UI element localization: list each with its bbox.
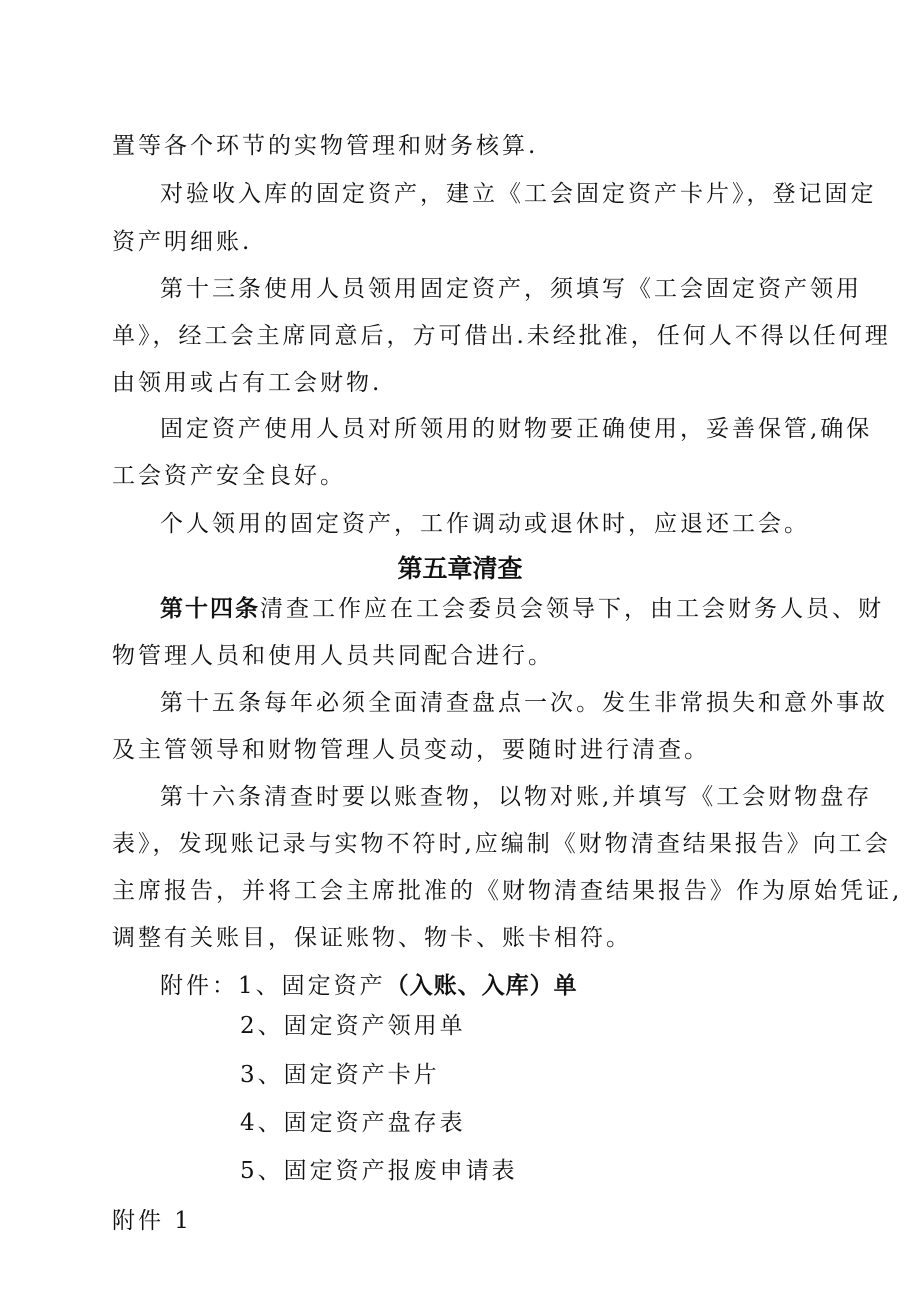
paragraph-line: 调整有关账目，保证账物、物卡、账卡相符。 xyxy=(112,925,632,951)
paragraph-line: 第十五条每年必须全面清查盘点一次。发生非常损失和意外事故 xyxy=(160,690,888,716)
paragraph-line: 表》，发现账记录与实物不符时,应编制《财物清查结果报告》向工会 xyxy=(112,831,891,857)
attachment-list-header xyxy=(160,970,578,1002)
paragraph-line: 个人领用的固定资产，工作调动或退休时，应退还工会。 xyxy=(160,511,810,537)
paragraph-line: 主席报告，并将工会主席批准的《财物清查结果报告》作为原始凭证, xyxy=(112,878,903,904)
paragraph-line: 固定资产使用人员对所领用的财物要正确使用，妥善保管,确保 xyxy=(160,416,873,442)
paragraph-line: 第十六条清查时要以账查物，以物对账,并填写《工会财物盘存 xyxy=(160,784,873,810)
paragraph-line: 对验收入库的固定资产，建立《工会固定资产卡片》，登记固定 xyxy=(160,181,877,207)
paragraph-line: 第十三条使用人员领用固定资产，须填写《工会固定资产领用 xyxy=(160,276,862,302)
paragraph-line: 资产明细账. xyxy=(112,229,253,255)
article-number: 第十四条 xyxy=(160,596,260,622)
chapter-heading: 第五章清查 xyxy=(397,554,523,583)
attachment-item-4: 4、固定资产盘存表 xyxy=(240,1110,466,1136)
paragraph-line: 及主管领导和财物管理人员变动，要随时进行清查。 xyxy=(112,737,710,763)
paragraph-line: 单》，经工会主席同意后，方可借出.未经批准，任何人不得以任何理 xyxy=(112,323,891,349)
paragraph-line: 置等各个环节的实物管理和财务核算. xyxy=(112,133,539,159)
footer-label: 附件 1 xyxy=(112,1208,192,1234)
attachment-item-1-suffix: （入账、入库）单 xyxy=(385,973,578,999)
attachment-item-3: 3、固定资产卡片 xyxy=(240,1062,440,1088)
attachment-item-5: 5、固定资产报废申请表 xyxy=(240,1158,518,1184)
paragraph-text: 清查工作应在工会委员会领导下，由工会财务人员、财 xyxy=(260,596,884,622)
paragraph-line: 物管理人员和使用人员共同配合进行。 xyxy=(112,643,554,669)
attachment-item-1: 附件：1、固定资产 xyxy=(160,973,386,999)
attachment-item-2: 2、固定资产领用单 xyxy=(240,1013,466,1039)
paragraph-line: 工会资产安全良好。 xyxy=(112,463,346,489)
paragraph-line: 由领用或占有工会财物. xyxy=(112,370,383,396)
paragraph-line xyxy=(160,593,884,625)
